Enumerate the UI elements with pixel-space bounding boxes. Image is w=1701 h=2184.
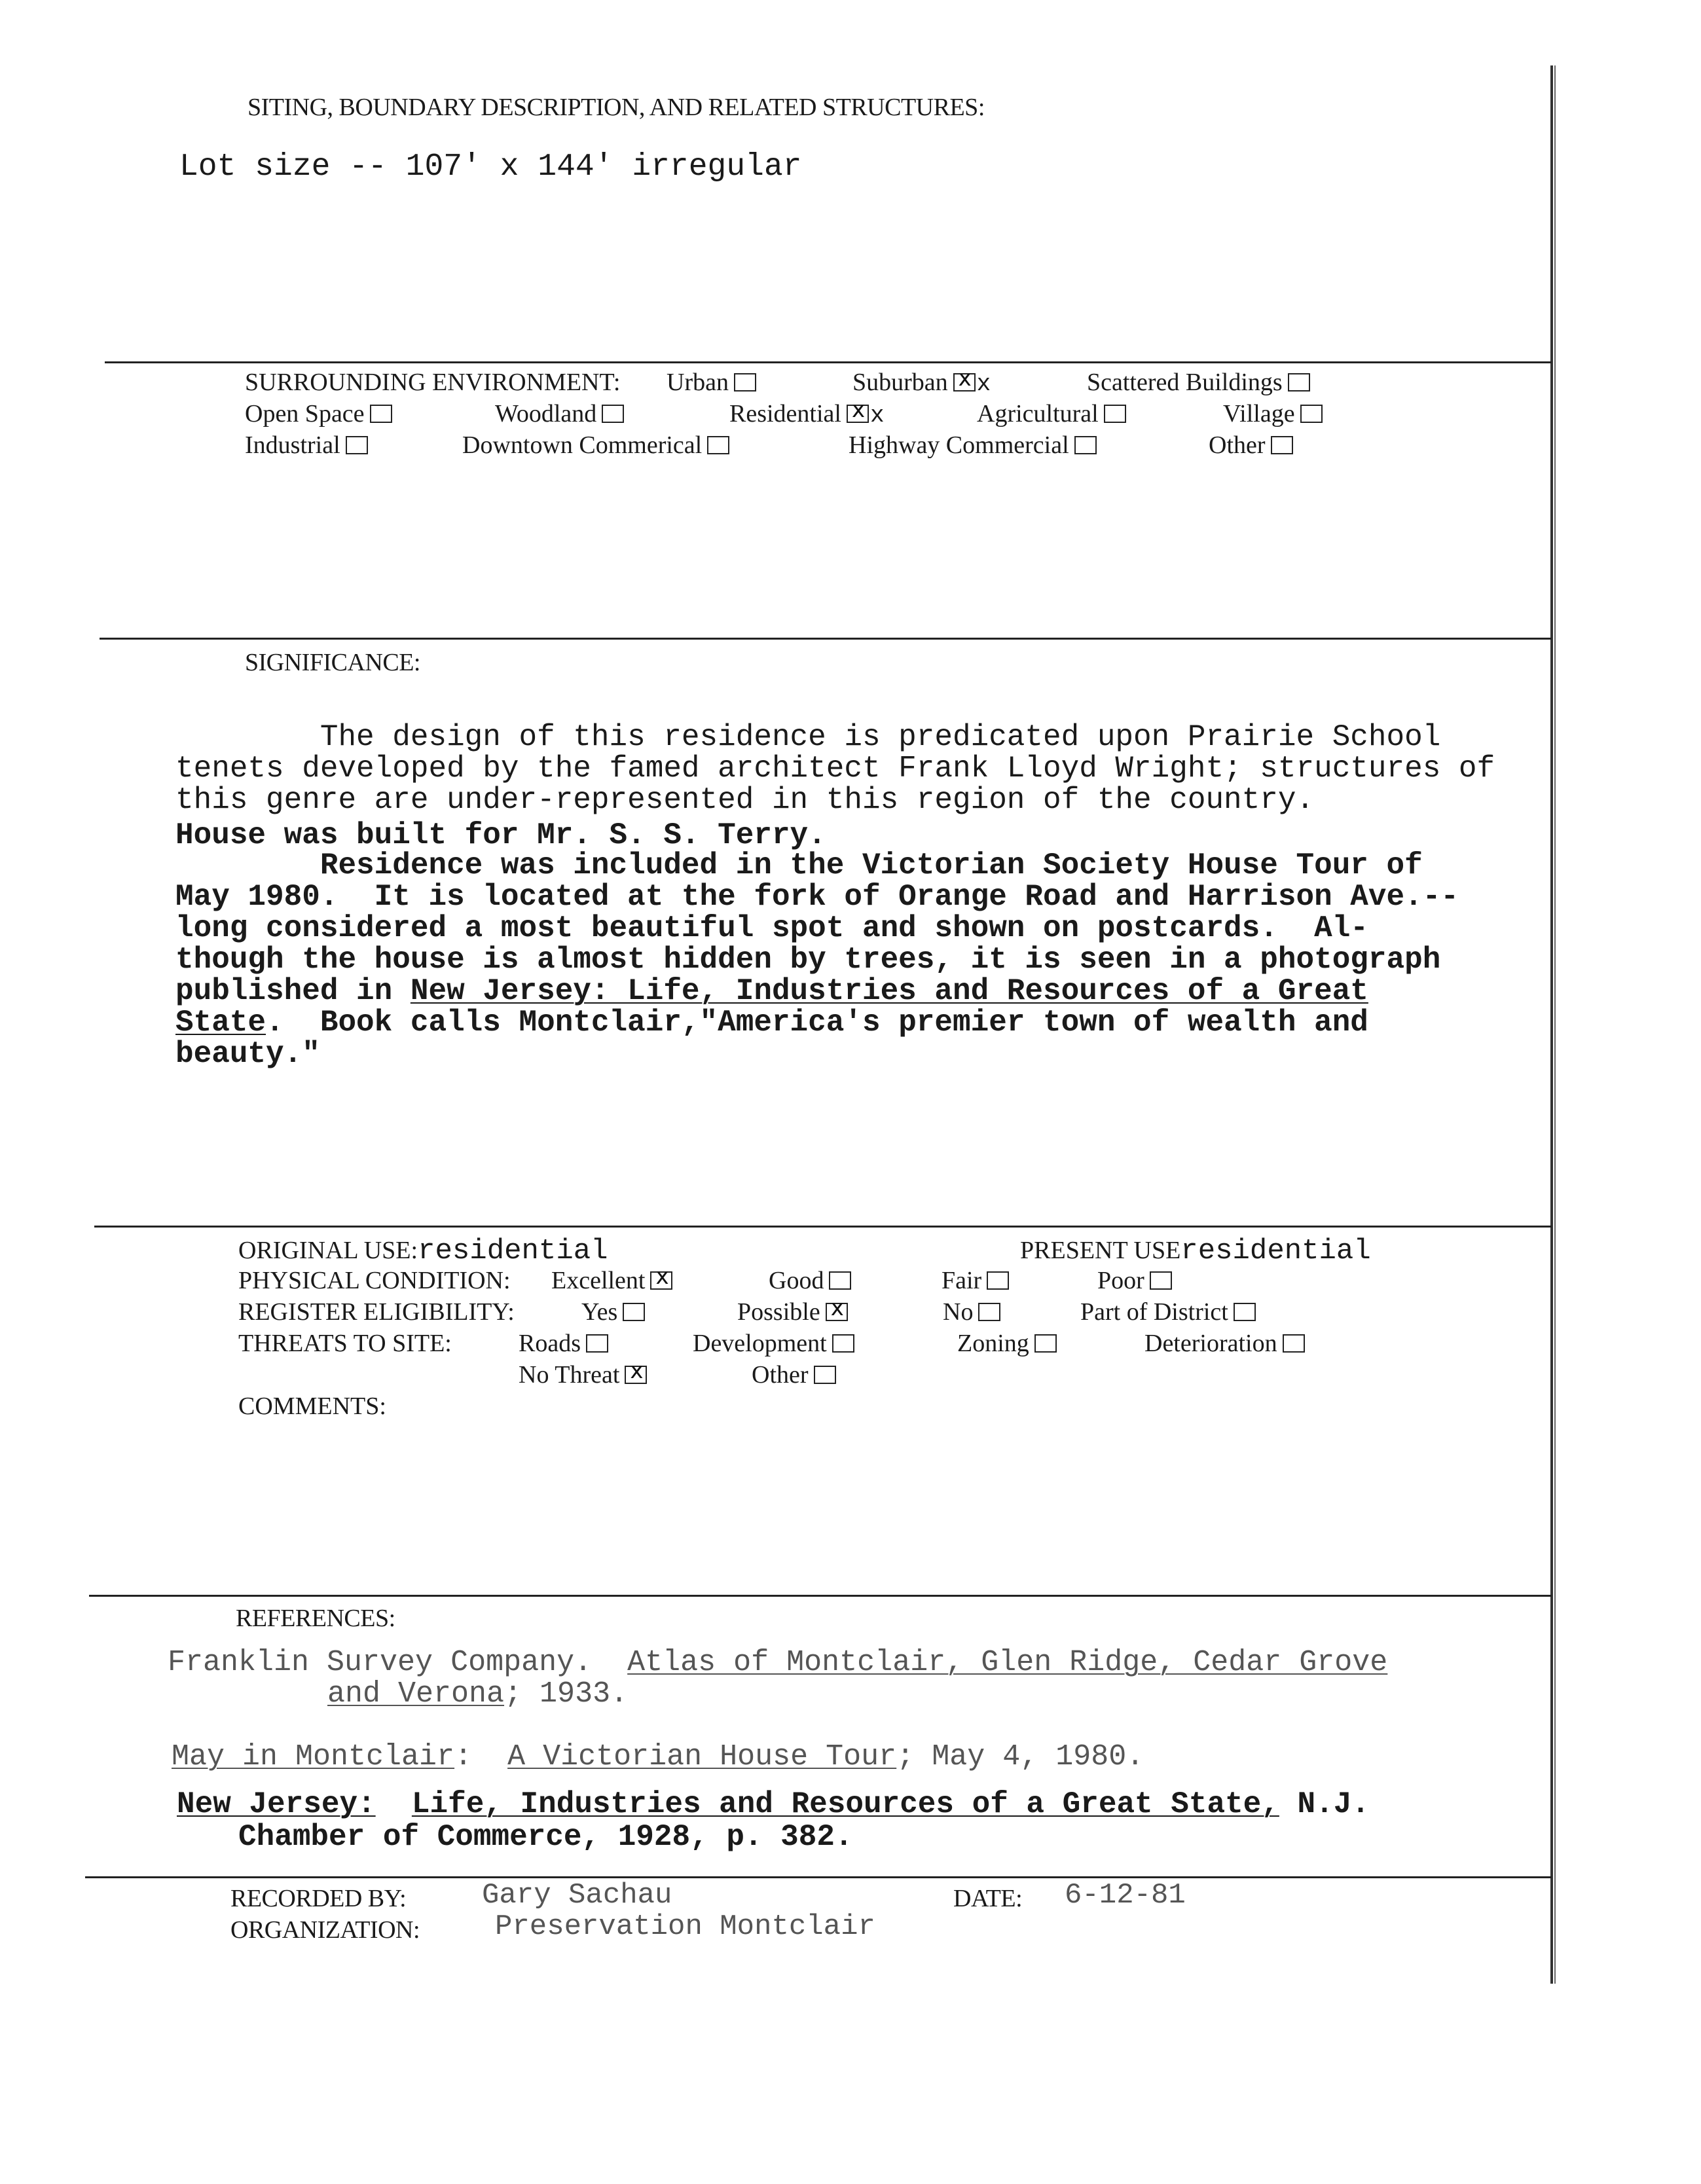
- significance-line-3: this genre are under-represented in this region of the country.: [175, 783, 1315, 817]
- cond-poor: [1097, 1266, 1172, 1295]
- original-use: [238, 1235, 608, 1267]
- organization-label: ORGANIZATION:: [230, 1916, 420, 1944]
- threat-no-threat-label: No Threat: [519, 1361, 620, 1389]
- recorded-by-label: RECORDED BY:: [230, 1885, 407, 1912]
- cond-good: [769, 1266, 851, 1295]
- env-downtown-checkbox[interactable]: [707, 436, 729, 454]
- present-use-value: residential: [1180, 1235, 1371, 1267]
- cond-fair-label: Fair: [942, 1267, 982, 1294]
- elig-possible-label: Possible: [737, 1298, 820, 1326]
- threat-other-checkbox[interactable]: [814, 1366, 836, 1384]
- significance-line-6: May 1980. It is located at the fork of Orange Road and Harrison Ave.--: [175, 880, 1459, 914]
- env-downtown-label: Downtown Commerical: [462, 431, 703, 459]
- elig-district: [1080, 1298, 1256, 1326]
- reference-2-title-b: A Victorian House Tour: [507, 1740, 897, 1774]
- threat-deterioration-checkbox[interactable]: [1283, 1334, 1305, 1353]
- threat-development-checkbox[interactable]: [832, 1334, 854, 1353]
- reference-1-cont: [327, 1677, 628, 1711]
- divider-4: [89, 1595, 1552, 1597]
- cond-good-label: Good: [769, 1267, 824, 1294]
- env-residential: [729, 399, 885, 429]
- env-open-space: [245, 399, 392, 428]
- threat-other: [752, 1360, 836, 1389]
- reference-2-rest: ; May 4, 1980.: [896, 1740, 1144, 1774]
- references-heading: REFERENCES:: [236, 1605, 395, 1632]
- threat-deterioration-label: Deterioration: [1144, 1330, 1277, 1357]
- reference-3-cont: Chamber of Commerce, 1928, p. 382.: [238, 1820, 853, 1854]
- env-highway-label: Highway Commercial: [849, 431, 1069, 459]
- threat-zoning: [957, 1329, 1057, 1358]
- significance-line-1: The design of this residence is predicated upon Prairie School: [175, 720, 1441, 754]
- env-village-label: Village: [1223, 400, 1295, 428]
- env-urban-checkbox[interactable]: [734, 373, 756, 391]
- env-scattered: [1087, 368, 1310, 397]
- right-border: [1550, 65, 1553, 1984]
- threat-zoning-checkbox[interactable]: [1034, 1334, 1057, 1353]
- reference-3-rest: N.J.: [1279, 1787, 1370, 1821]
- env-suburban-label: Suburban: [852, 369, 948, 396]
- env-woodland-label: Woodland: [495, 400, 597, 428]
- env-agricultural-label: Agricultural: [977, 400, 1099, 428]
- line-9-book-title: New Jersey: Life, Industries and Resources of a Great: [410, 974, 1368, 1008]
- date-value: 6-12-81: [1065, 1879, 1186, 1912]
- env-open-space-label: Open Space: [245, 400, 365, 428]
- env-woodland-checkbox[interactable]: [602, 405, 624, 423]
- organization-value: Preservation Montclair: [495, 1910, 875, 1943]
- env-other-checkbox[interactable]: [1271, 436, 1293, 454]
- env-industrial-label: Industrial: [245, 431, 340, 459]
- reference-3: [177, 1787, 1370, 1821]
- present-use-label: PRESENT USE: [1020, 1237, 1181, 1264]
- significance-line-2: tenets developed by the famed architect Frank Lloyd Wright; structures of: [175, 752, 1495, 786]
- recorded-by-value: Gary Sachau: [482, 1879, 672, 1912]
- cond-good-checkbox[interactable]: [829, 1271, 851, 1290]
- env-other: [1209, 431, 1293, 460]
- threat-roads-label: Roads: [519, 1330, 581, 1357]
- eligibility-label: REGISTER ELIGIBILITY:: [238, 1298, 515, 1326]
- env-agricultural: [977, 399, 1126, 428]
- original-use-label: ORIGINAL USE:: [238, 1237, 418, 1264]
- env-other-label: Other: [1209, 431, 1266, 459]
- significance-line-9: [175, 974, 1368, 1008]
- threat-development: [693, 1329, 854, 1358]
- siting-text: Lot size -- 107' x 144' irregular: [179, 149, 802, 185]
- reference-1-author: Franklin Survey Company.: [168, 1646, 628, 1679]
- significance-line-4: House was built for Mr. S. S. Terry.: [175, 818, 826, 852]
- threats-label: THREATS TO SITE:: [238, 1330, 452, 1357]
- right-border-inner: [1554, 65, 1556, 1984]
- divider-3: [94, 1226, 1552, 1228]
- env-scattered-checkbox[interactable]: [1288, 373, 1310, 391]
- env-industrial-checkbox[interactable]: [346, 436, 368, 454]
- env-urban-label: Urban: [667, 369, 729, 396]
- cond-excellent-checkbox[interactable]: [650, 1271, 672, 1290]
- env-suburban: [852, 368, 991, 397]
- reference-1-rest: ; 1933.: [504, 1677, 629, 1711]
- env-urban: [667, 368, 756, 397]
- reference-2-title-a: May in Montclair: [172, 1740, 455, 1774]
- environment-heading: SURROUNDING ENVIRONMENT:: [245, 369, 621, 396]
- threat-other-label: Other: [752, 1361, 809, 1389]
- env-village-checkbox[interactable]: [1300, 405, 1323, 423]
- significance-line-11: beauty.": [175, 1037, 320, 1071]
- line-10-rest: . Book calls Montclair,"America's premier town of wealth and: [266, 1006, 1368, 1040]
- siting-heading: SITING, BOUNDARY DESCRIPTION, AND RELATED STRUCTURES:: [247, 94, 985, 121]
- significance-line-10: [175, 1006, 1368, 1040]
- env-open-space-checkbox[interactable]: [370, 405, 392, 423]
- significance-line-5: Residence was included in the Victorian Society House Tour of: [175, 848, 1423, 883]
- elig-no-checkbox[interactable]: [978, 1303, 1000, 1321]
- cond-excellent: [551, 1266, 672, 1295]
- reference-3-title-b: Life, Industries and Resources of a Great State,: [411, 1787, 1279, 1821]
- condition-label: PHYSICAL CONDITION:: [238, 1267, 511, 1294]
- reference-2-sep: :: [454, 1740, 508, 1774]
- elig-no: [943, 1298, 1000, 1326]
- env-suburban-mark: x: [976, 371, 991, 397]
- cond-fair: [942, 1266, 1009, 1295]
- env-village: [1223, 399, 1323, 428]
- elig-district-checkbox[interactable]: [1234, 1303, 1256, 1321]
- elig-no-label: No: [943, 1298, 974, 1326]
- env-woodland: [495, 399, 624, 428]
- elig-yes: [581, 1298, 645, 1326]
- cond-poor-checkbox[interactable]: [1150, 1271, 1172, 1290]
- cond-poor-label: Poor: [1097, 1267, 1144, 1294]
- threat-no-threat: [519, 1360, 647, 1389]
- significance-line-7: long considered a most beautiful spot and shown on postcards. Al-: [175, 911, 1368, 945]
- threat-deterioration: [1144, 1329, 1305, 1358]
- elig-possible: [737, 1298, 848, 1326]
- reference-2: [172, 1740, 1144, 1774]
- env-agricultural-checkbox[interactable]: [1104, 405, 1126, 423]
- env-downtown: [462, 431, 729, 460]
- threat-no-threat-checkbox[interactable]: [625, 1366, 647, 1384]
- env-scattered-label: Scattered Buildings: [1087, 369, 1283, 396]
- elig-possible-checkbox[interactable]: [826, 1303, 848, 1321]
- env-residential-label: Residential: [729, 400, 841, 428]
- comments-label: COMMENTS:: [238, 1392, 386, 1420]
- reference-1-title: Atlas of Montclair, Glen Ridge, Cedar Grove: [627, 1646, 1388, 1679]
- elig-yes-checkbox[interactable]: [623, 1303, 645, 1321]
- line-9-prefix: published in: [175, 974, 411, 1008]
- env-highway-checkbox[interactable]: [1074, 436, 1097, 454]
- present-use: [1020, 1235, 1371, 1267]
- env-industrial: [245, 431, 368, 460]
- reference-3-title-a: New Jersey:: [177, 1787, 376, 1821]
- threat-roads-checkbox[interactable]: [586, 1334, 608, 1353]
- reference-1-title-cont: and Verona: [327, 1677, 505, 1711]
- cond-fair-checkbox[interactable]: [987, 1271, 1009, 1290]
- line-10-book-title: State: [175, 1006, 266, 1040]
- significance-line-8: though the house is almost hidden by trees, it is seen in a photograph: [175, 943, 1441, 977]
- divider-5: [85, 1876, 1552, 1878]
- date-label: DATE:: [953, 1885, 1023, 1912]
- cond-excellent-label: Excellent: [551, 1267, 646, 1294]
- original-use-value: residential: [418, 1235, 608, 1267]
- reference-1: [168, 1646, 1387, 1679]
- threat-development-label: Development: [693, 1330, 827, 1357]
- elig-district-label: Part of District: [1080, 1298, 1228, 1326]
- elig-yes-label: Yes: [581, 1298, 618, 1326]
- divider-1: [105, 361, 1552, 363]
- env-residential-checkbox[interactable]: [847, 405, 869, 423]
- env-residential-mark: x: [869, 402, 885, 429]
- env-suburban-checkbox[interactable]: [953, 373, 976, 391]
- threat-zoning-label: Zoning: [957, 1330, 1029, 1357]
- threat-roads: [519, 1329, 608, 1358]
- divider-2: [100, 638, 1552, 640]
- significance-heading: SIGNIFICANCE:: [245, 649, 420, 676]
- env-highway: [849, 431, 1097, 460]
